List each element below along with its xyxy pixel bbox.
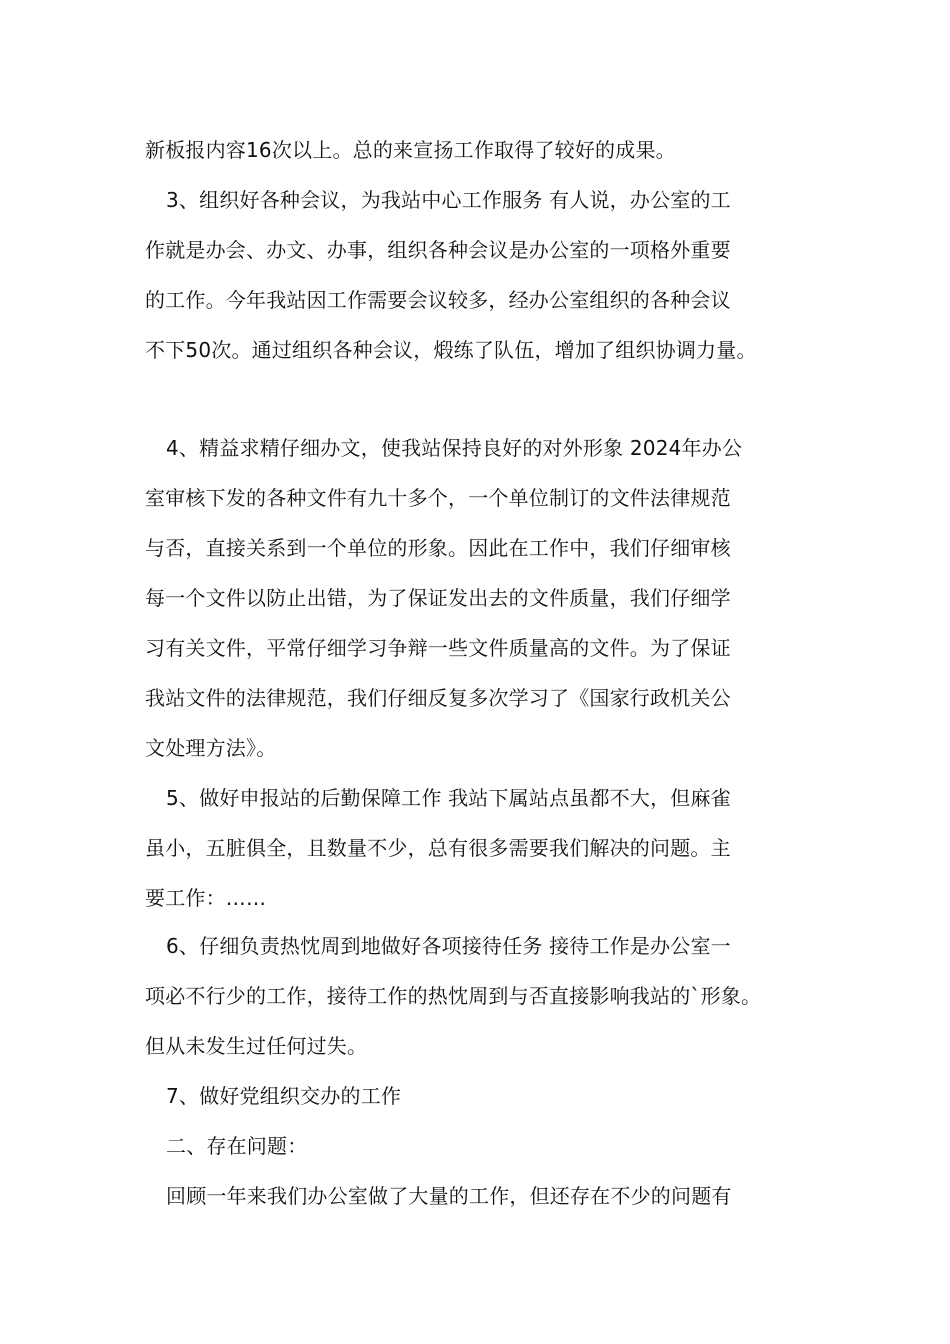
text-line: 习有关文件，平常仔细学习争辩一些文件质量高的文件。为了保证 — [145, 636, 731, 660]
text-line: 与否，直接关系到一个单位的形象。因此在工作中，我们仔细审核 — [145, 536, 731, 560]
text-line: 不下50次。通过组织各种会议，煅练了队伍，增加了组织协调力量。 — [145, 338, 757, 362]
text-line: 6、仔细负责热忱周到地做好各项接待任务 接待工作是办公室一 — [166, 934, 731, 958]
text-line: 作就是办会、办文、办事，组织各种会议是办公室的一项格外重要 — [145, 238, 731, 262]
text-line: 虽小，五脏俱全，且数量不少，总有很多需要我们解决的问题。主 — [145, 836, 731, 860]
text-line: 每一个文件以防止出错，为了保证发出去的文件质量，我们仔细学 — [145, 586, 731, 610]
text-line: 文处理方法》。 — [145, 736, 277, 760]
text-line: 项必不行少的工作，接待工作的热忱周到与否直接影响我站的`形象。 — [145, 984, 762, 1008]
text-line: 但从未发生过任何过失。 — [145, 1034, 368, 1058]
text-line: 的工作。今年我站因工作需要会议较多，经办公室组织的各种会议 — [145, 288, 731, 312]
text-line: 7、做好党组织交办的工作 — [166, 1084, 402, 1108]
text-line: 4、精益求精仔细办文，使我站保持良好的对外形象 2024年办公 — [166, 436, 743, 460]
text-line: 室审核下发的各种文件有九十多个，一个单位制订的文件法律规范 — [145, 486, 731, 510]
text-line: 3、组织好各种会议，为我站中心工作服务 有人说，办公室的工 — [166, 188, 731, 212]
text-line: 新板报内容16次以上。总的来宣扬工作取得了较好的成果。 — [145, 138, 676, 162]
text-line: 要工作：…… — [145, 886, 267, 910]
text-line: 二、存在问题： — [166, 1134, 308, 1158]
text-line: 5、做好申报站的后勤保障工作 我站下属站点虽都不大，但麻雀 — [166, 786, 731, 810]
text-line: 我站文件的法律规范，我们仔细反复多次学习了《国家行政机关公 — [145, 686, 731, 710]
text-line: 回顾一年来我们办公室做了大量的工作，但还存在不少的问题有 — [166, 1184, 732, 1208]
